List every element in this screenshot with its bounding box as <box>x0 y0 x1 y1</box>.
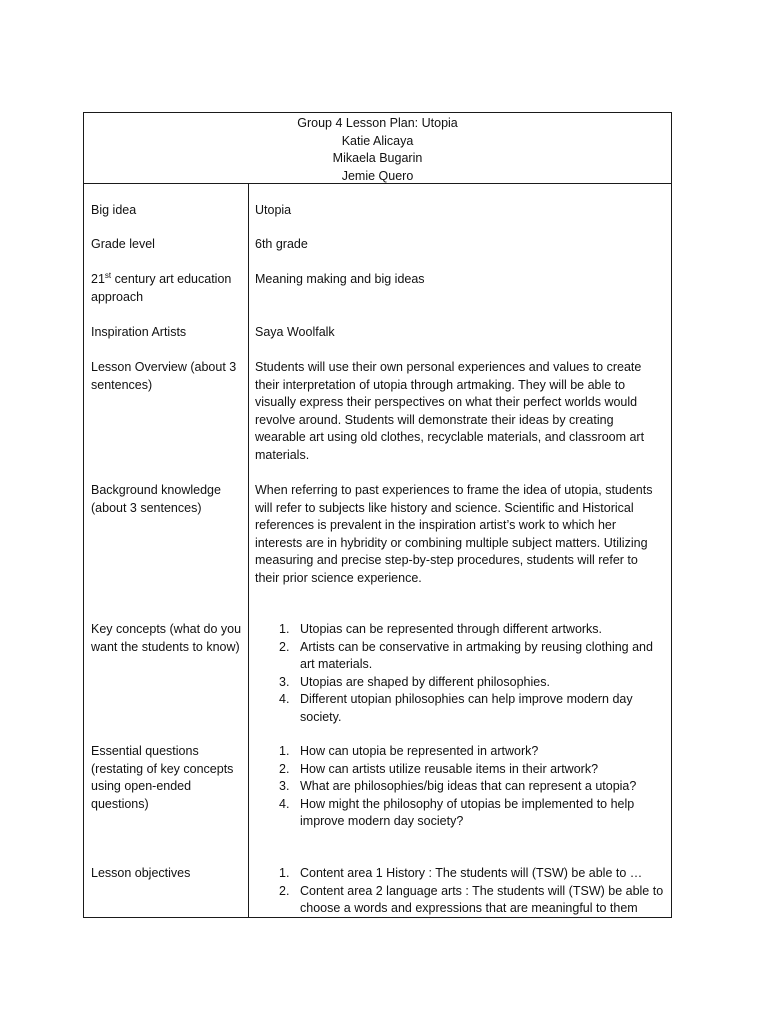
lesson-plan-table <box>83 112 672 918</box>
essential-questions-label: Essential questions (restating of key concepts using open-ended questions) <box>91 744 234 811</box>
grade-level-label: Grade level <box>91 237 155 251</box>
list-item <box>255 761 665 779</box>
key-concepts-list <box>255 621 665 726</box>
list-item-text: Different utopian philosophies can help improve modern day society. <box>300 692 633 724</box>
list-item <box>255 621 665 639</box>
list-item-text: How might the philosophy of utopias be implemented to help improve modern day society? <box>300 796 635 828</box>
list-number: 2. <box>279 761 290 776</box>
big-idea-label: Big idea <box>91 203 137 217</box>
list-item-text: Content area 2 language arts : The students will (TSW) be able to choose a words and expressions that are meaningful to them <box>300 883 664 915</box>
list-number: 4. <box>279 796 290 811</box>
list-number: 3. <box>279 674 290 689</box>
plan-title: Group 4 Lesson Plan: Utopia <box>297 116 458 130</box>
author-name: Katie Alicaya <box>341 133 414 148</box>
list-number: 1. <box>279 866 290 880</box>
list-item <box>255 743 665 761</box>
list-item-text: How can artists utilize reusable items in their artwork? <box>300 761 599 776</box>
approach-label-superscript: st <box>104 270 112 280</box>
list-item <box>255 674 665 692</box>
list-item-text: Utopias can be represented through different artworks. <box>300 622 603 636</box>
approach-label <box>91 271 243 306</box>
list-item <box>255 691 665 726</box>
list-number: 1. <box>279 744 290 758</box>
lesson-overview-label: Lesson Overview (about 3 sentences) <box>91 360 237 392</box>
column-divider <box>248 184 249 917</box>
inspiration-artists-value: Saya Woolfalk <box>255 325 335 339</box>
lesson-overview-value: Students will use their own personal experiences and values to create their interpretation of utopia through artmaking. They will be able to visually express their perspectives on what their perfect worlds would revolve around. Students will demonstrate their ideas by creating wearable art using old clothes, recyclable materials, and classroom art materials. <box>255 360 645 462</box>
background-knowledge-value: When referring to past experiences to frame the idea of utopia, students will refer to subjects like history and science. Scientific and Historical references is prevalent in the inspiration artist’s work to which her interests are in hybridity or combining multiple subject matters. Utilizing measuring and precise step-by-step procedures, students will refer to their prior science experience. <box>255 483 653 585</box>
list-item <box>255 639 665 674</box>
list-number: 2. <box>279 883 290 898</box>
approach-value: Meaning making and big ideas <box>255 272 425 286</box>
inspiration-artists-label: Inspiration Artists <box>91 325 187 339</box>
lesson-objectives-list <box>255 865 665 918</box>
list-number: 3. <box>279 779 290 793</box>
approach-label-text: century art education approach <box>91 272 232 304</box>
approach-label-number: 21 <box>91 272 105 286</box>
background-knowledge-label: Background knowledge (about 3 sentences) <box>91 483 221 515</box>
list-number: 4. <box>279 692 290 706</box>
grade-level-value: 6th grade <box>255 237 308 251</box>
list-item-text: How can utopia be represented in artwork? <box>300 744 539 758</box>
key-concepts-label: Key concepts (what do you want the students to know) <box>91 622 242 654</box>
author-name: Jemie Quero <box>341 168 414 183</box>
table-header <box>84 113 671 184</box>
list-item-text: Artists can be conservative in artmaking by reusing clothing and art materials. <box>300 639 653 671</box>
list-item-text: What are philosophies/big ideas that can represent a utopia? <box>300 779 637 793</box>
list-item <box>255 883 665 918</box>
essential-questions-list <box>255 743 665 831</box>
lesson-objectives-label: Lesson objectives <box>91 866 191 880</box>
list-item <box>255 865 665 883</box>
list-number: 2. <box>279 639 290 654</box>
list-number: 1. <box>279 622 290 636</box>
list-item-text: Content area 1 History : The students will (TSW) be able to … <box>300 866 643 880</box>
list-item <box>255 796 665 831</box>
author-name: Mikaela Bugarin <box>332 151 423 165</box>
list-item <box>255 778 665 796</box>
big-idea-value: Utopia <box>255 203 292 217</box>
list-item-text: Utopias are shaped by different philosophies. <box>300 674 550 689</box>
